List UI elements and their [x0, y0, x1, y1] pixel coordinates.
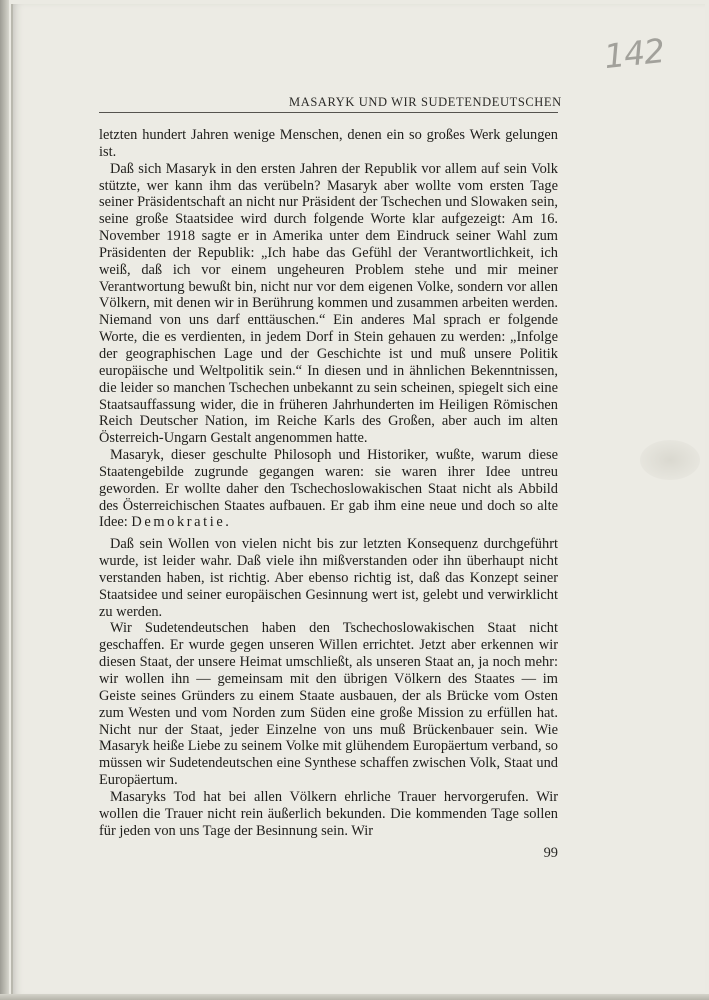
emphasized-word: Demokratie.	[131, 514, 232, 531]
paragraph-2: Daß sich Masaryk in den ersten Jahren der Republik vor allem auf sein Volk stützte, wer kann ihm das verübeln? Masaryk aber wollte vom ersten Tage seiner Präsidentschaft an nicht nur Präsident der Tschechen und Slowaken sein, seine große Staatsidee wird durch folgende Worte klar aufgezeigt: Am 16. November 1918 sagte er in Amerika unter dem Eindruck seiner Wahl zum Präsidenten der Republik: „Ich habe das Gefühl der Verantwortlichkeit, ich weiß, daß ich vor einem ungeheuren Problem stehe und mir meiner Verantwortung bewußt bin, nicht nur vor dem eigenen Volke, sondern vor allen Völkern, mit denen wir in Berührung kommen und zusammen arbeiten werden. Niemand von uns darf enttäuschen.“ Ein anderes Mal sprach er folgende Worte, die es verdienten, in jedem Dorf in Stein gehauen zu werden: „Infolge der geographischen Lage und der Geschichte ist und muß unsere Politik europäische und Weltpolitik sein.“ In diesen und in ähnlichen Bekenntnissen, die leider so manchen Tschechen unbekannt zu sein scheinen, spiegelt sich eine Staatsauffassung wider, die in früheren Jahrhunderten im Heiligen Römischen Reich Deutscher Nation, im Reiche Karls des Großen, aber auch im alten Österreich-Ungarn Gestalt angenommen hatte.	[99, 160, 558, 447]
body-text	[99, 127, 558, 839]
book-outer-edge	[0, 0, 9, 1000]
running-head: MASARYK UND WIR SUDETENDEUTSCHEN	[289, 95, 562, 109]
paragraph-5: Wir Sudetendeutschen haben den Tschechoslowakischen Staat nicht geschaffen. Er wurde gegen unseren Willen errichtet. Jetzt aber erkennen wir diesen Staat, der unsere Heimat umschließt, als unseren Staat an, ja noch mehr: wir wollen ihn — gemeinsam mit den übrigen Völkern des Staates — im Geiste seines Gründers zu einem Staate ausbauen, der als Brücke vom Osten zum Westen und vom Norden zum Süden eine große Mission zu erfüllen hat. Nicht nur der Staat, jeder Einzelne von uns muß Brückenbauer sein. Wie Masaryk heiße Liebe zu seinem Volke mit glühendem Europäertum verband, so müssen wir Sudetendeutschen eine Synthese schaffen zwischen Volk, Staat und Europäertum.	[99, 620, 558, 789]
paragraph-1: letzten hundert Jahren wenige Menschen, denen ein so großes Werk gelungen ist.	[99, 127, 558, 160]
page-bottom-edge	[0, 994, 709, 1000]
paragraph-6: Masaryks Tod hat bei allen Völkern ehrliche Trauer hervorgerufen. Wir wollen die Trauer nicht rein äußerlich bekunden. Die kommenden Tage sollen für jeden von uns Tage der Besinnung sein. Wir	[99, 788, 558, 839]
header-rule	[99, 112, 558, 113]
paragraph-4: Daß sein Wollen von vielen nicht bis zur letzten Konsequenz durchgeführt wurde, ist leider wahr. Daß viele ihn mißverstanden oder ihn überhaupt nicht verstanden haben, ist richtig. Aber ebenso richtig ist, daß das Konzept seiner Staatsidee und seiner europäischen Gesinnung wert ist, gelebt und verwirklicht zu werden.	[99, 536, 558, 620]
handwritten-annotation: 142	[602, 30, 666, 77]
paper-stain	[640, 440, 700, 480]
paragraph-3	[99, 447, 558, 531]
paragraph-3-text: Masaryk, dieser geschulte Philosoph und Historiker, wußte, warum diese Staatengebilde zugrunde gegangen waren: sie waren ihrer Idee untreu geworden. Er wollte daher den Tschechoslowakischen Staat nicht als Abbild des Österreichischen Staates aufbauen. Er gab ihm eine neue und doch so alte Idee:	[99, 447, 558, 531]
page-number: 99	[543, 845, 558, 861]
